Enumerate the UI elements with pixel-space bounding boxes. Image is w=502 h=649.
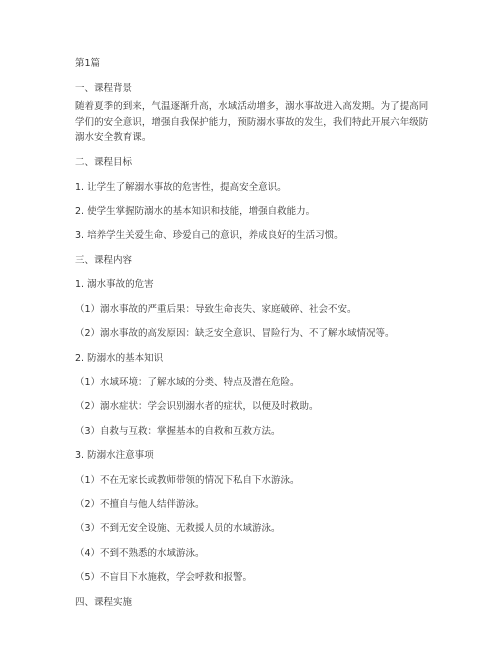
list-item: （1）水域环境：了解水域的分类、特点及潜在危险。 <box>75 377 300 388</box>
goal-item: 3. 培养学生关爱生命、珍爱自己的意识，养成良好的生活习惯。 <box>75 230 344 241</box>
list-item: （2）溺水事故的高发原因：缺乏安全意识、冒险行为、不了解水域情况等。 <box>75 328 395 339</box>
list-item: （5）不盲目下水施救，学会呼救和报警。 <box>75 572 253 583</box>
background-paragraph: 随着夏季的到来，气温逐渐升高，水域活动增多，溺水事故进入高发期。为了提高同学们的安全意识，增强自我保护能力，预防溺水事故的发生，我们特此开展六年级防溺水安全教育课。 <box>75 101 429 143</box>
list-item: （3）自救与互救：掌握基本的自救和互救方法。 <box>75 426 281 437</box>
section-heading-content: 三、课程内容 <box>75 255 133 266</box>
topic-heading: 3. 防溺水注意事项 <box>75 450 154 461</box>
goal-item: 2. 使学生掌握防溺水的基本知识和技能，增强自救能力。 <box>75 206 316 217</box>
list-item: （1）溺水事故的严重后果：导致生命丧失、家庭破碎、社会不安。 <box>75 304 357 315</box>
goal-item: 1. 让学生了解溺水事故的危害性，提高安全意识。 <box>75 182 287 193</box>
topic-heading: 2. 防溺水的基本知识 <box>75 353 164 364</box>
list-item: （2）不擅自与他人结伴游泳。 <box>75 499 205 510</box>
list-item: （3）不到无安全设施、无救援人员的水域游泳。 <box>75 523 281 534</box>
section-heading-implementation: 四、课程实施 <box>75 597 133 608</box>
list-item: （1）不在无家长或教师带领的情况下私自下水游泳。 <box>75 475 300 486</box>
page-label: 第1篇 <box>75 58 101 69</box>
list-item: （2）溺水症状：学会识别溺水者的症状，以便及时救助。 <box>75 401 319 412</box>
topic-heading: 1. 溺水事故的危害 <box>75 279 154 290</box>
list-item: （4）不到不熟悉的水域游泳。 <box>75 548 205 559</box>
section-heading-goals: 二、课程目标 <box>75 157 133 168</box>
section-heading-background: 一、课程背景 <box>75 83 133 94</box>
